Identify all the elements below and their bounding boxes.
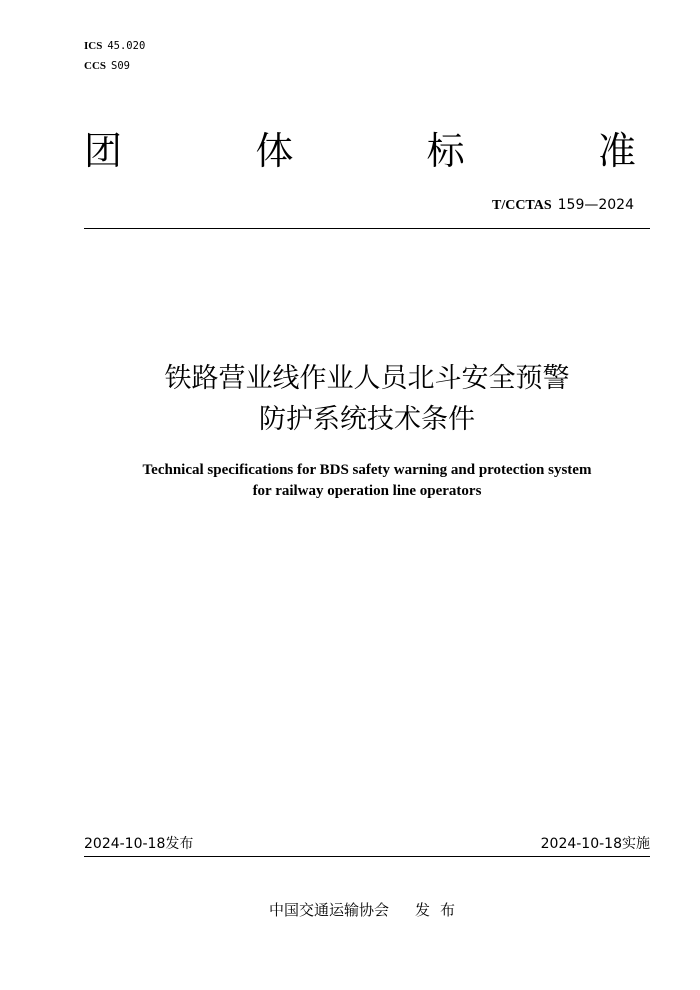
ics-label: ICS [84,40,103,52]
implementation-date: 2024-10-18实施 [540,836,650,852]
standard-type-heading [84,126,636,176]
title-en-line: Technical specifications for BDS safety warning and protection system [142,462,592,478]
title-zh-line: 防护系统技术条件 [259,404,475,435]
ccs-label: CCS [84,60,107,72]
issue-date: 2024-10-18发布 [84,836,194,852]
ccs-value: S09 [111,60,130,72]
standard-number [492,195,634,216]
standard-number-prefix: T/CCTAS [491,198,552,213]
standard-type-char: 准 [597,129,636,173]
standard-number-value: 159—2024 [557,197,634,213]
footer-divider [84,856,650,857]
publisher-verb: 发布 [415,901,466,919]
standard-type-char: 标 [426,129,465,173]
standard-type-char: 体 [255,129,294,173]
publisher-name: 中国交通运输协会 [268,901,389,919]
title-en-line: for railway operation line operators [252,483,482,499]
publisher-line [0,899,700,921]
ics-value: 45.020 [107,40,146,52]
document-title-en [0,460,700,502]
classification-codes [84,36,145,76]
document-title-zh [0,358,700,440]
title-zh-line: 铁路营业线作业人员北斗安全预警 [164,363,570,394]
header-divider [84,228,650,229]
standard-type-char: 团 [84,129,123,173]
ccs-code [84,56,145,76]
ics-code [84,36,145,56]
